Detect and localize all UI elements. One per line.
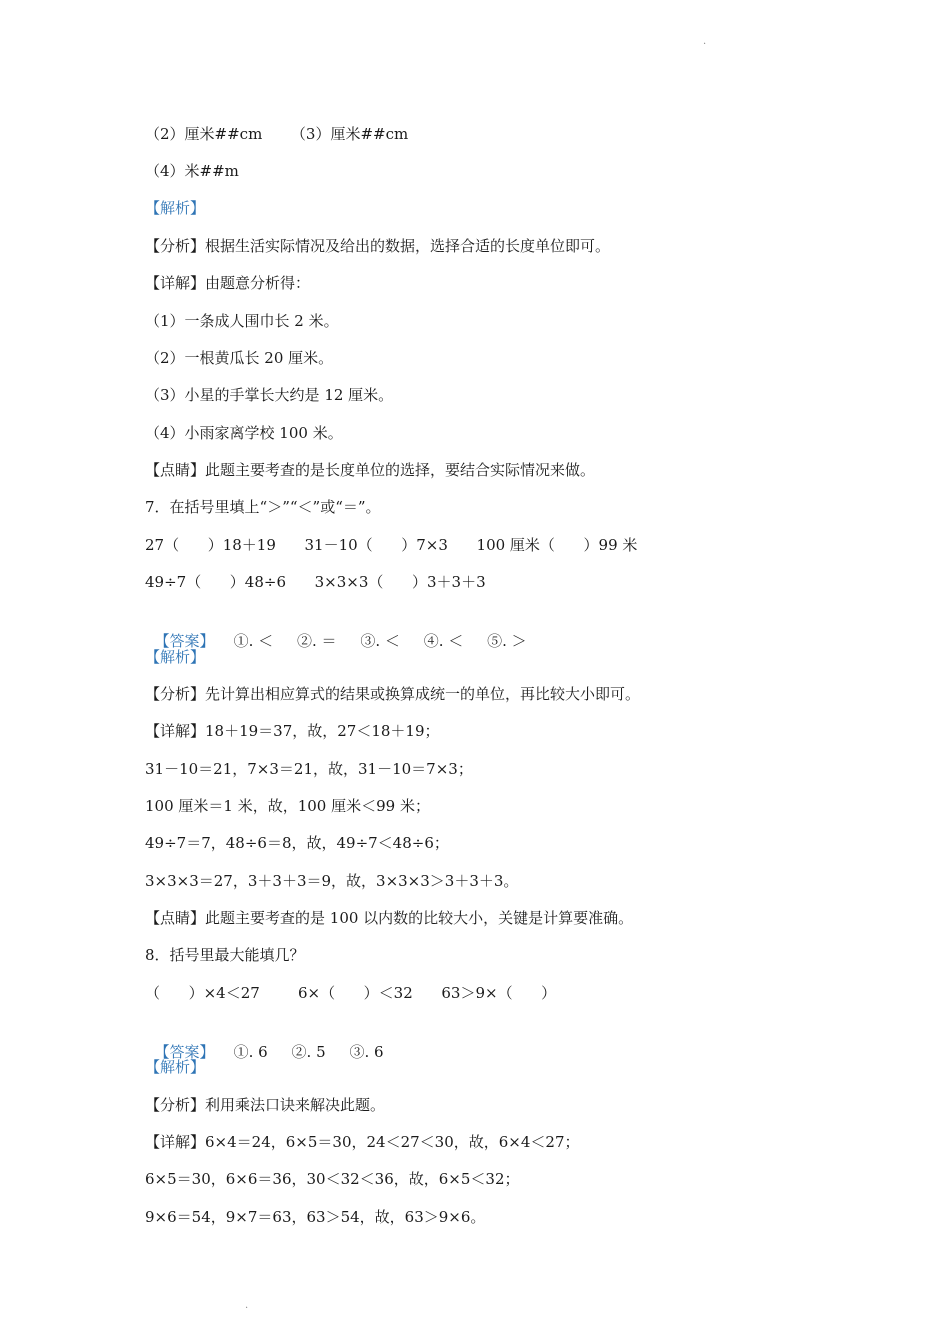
question-8-analysis: 【分析】利用乘法口诀来解决此题。	[145, 1096, 386, 1114]
question-7-detail-1: 【详解】18＋19＝37，故，27＜18＋19；	[145, 722, 440, 740]
comment-text: 【点睛】此题主要考查的是长度单位的选择，要结合实际情况来做。	[145, 461, 596, 479]
answer-line-2-3: （2）厘米##cm （3）厘米##cm	[145, 125, 409, 143]
question-7-detail-4: 49÷7＝7，48÷6＝8，故，49÷7＜48÷6；	[145, 834, 449, 852]
question-8-detail-1: 【详解】6×4＝24，6×5＝30，24＜27＜30，故，6×4＜27；	[145, 1133, 580, 1151]
question-7-detail-3: 100 厘米＝1 米，故，100 厘米＜99 米；	[145, 797, 430, 815]
question-7-detail-5: 3×3×3＝27，3＋3＋3＝9，故，3×3×3＞3＋3＋3。	[145, 872, 519, 890]
question-8-analysis-heading: 【解析】	[145, 1058, 206, 1076]
question-7-analysis-heading: 【解析】	[145, 648, 206, 666]
analysis-heading: 【解析】	[145, 199, 206, 217]
header-dot: .	[703, 36, 707, 47]
detail-item-4: （4）小雨家离学校 100 米。	[145, 424, 343, 442]
answer-line-4: （4）米##m	[145, 162, 239, 180]
question-7-analysis: 【分析】先计算出相应算式的结果或换算成统一的单位，再比较大小即可。	[145, 685, 641, 703]
detail-item-3: （3）小星的手掌长大约是 12 厘米。	[145, 386, 394, 404]
detail-item-2: （2）一根黄瓜长 20 厘米。	[145, 349, 334, 367]
question-8-detail-3: 9×6＝54，9×7＝63，63＞54，故，63＞9×6。	[145, 1208, 486, 1226]
question-7-row-2: 49÷7（ ）48÷6 3×3×3（ ）3＋3＋3	[145, 573, 486, 591]
answer-values: ①. 6 ②. 5 ③. 6	[214, 1043, 384, 1061]
question-7-row-1: 27（ ）18＋19 31－10（ ）7×3 100 厘米（ ）99 米	[145, 536, 638, 554]
question-8-detail-2: 6×5＝30，6×6＝36，30＜32＜36，故，6×5＜32；	[145, 1170, 520, 1188]
analysis-text: 【分析】根据生活实际情况及给出的数据，选择合适的长度单位即可。	[145, 237, 611, 255]
question-7-title: 7．在括号里填上“＞”“＜”或“＝”。	[145, 498, 381, 516]
footer-dot: .	[245, 1300, 249, 1311]
question-7-detail-2: 31－10＝21，7×3＝21，故，31－10＝7×3；	[145, 760, 473, 778]
question-7-comment: 【点睛】此题主要考查的是 100 以内数的比较大小，关键是计算要准确。	[145, 909, 634, 927]
question-8-row: （ ）×4＜27 6×（ ）＜32 63＞9×（ ）	[145, 984, 557, 1002]
question-8-title: 8．括号里最大能填几？	[145, 946, 305, 964]
answer-tag: 【答案】	[154, 1043, 215, 1061]
detail-item-1: （1）一条成人围巾长 2 米。	[145, 312, 339, 330]
answer-values: ①. ＜ ②. ＝ ③. ＜ ④. ＜ ⑤. ＞	[214, 632, 527, 650]
answer-tag: 【答案】	[154, 632, 215, 650]
detail-heading: 【详解】由题意分析得：	[145, 274, 311, 292]
